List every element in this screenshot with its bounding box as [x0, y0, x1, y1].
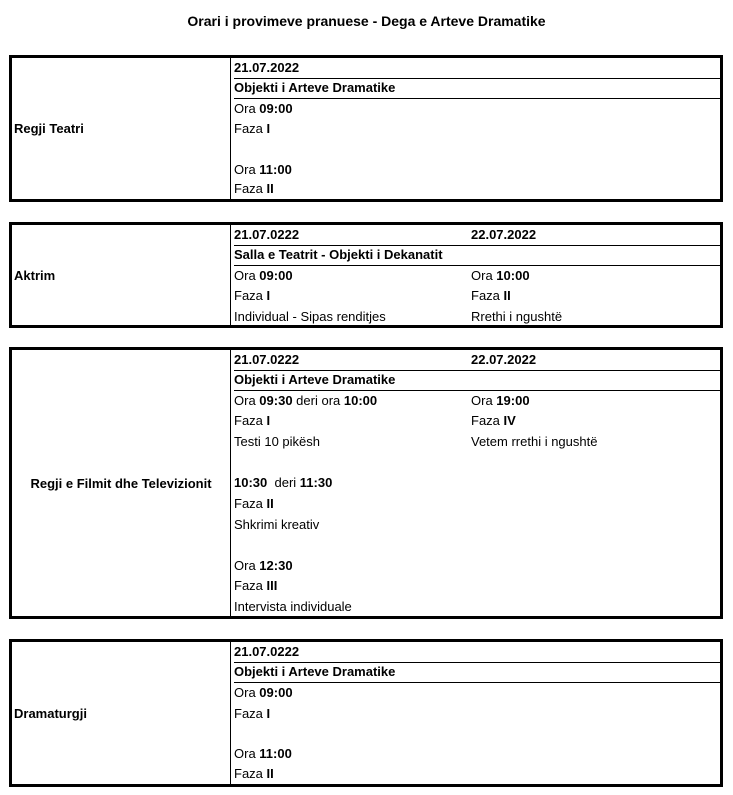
phase-cell: Faza II [234, 181, 274, 196]
date-cell: 21.07.0222 [234, 350, 720, 371]
note-cell: Shkrimi kreativ [234, 517, 320, 532]
time-cell: 10:30 deri 11:30 [234, 475, 333, 490]
note-cell: Testi 10 pikësh [234, 434, 320, 449]
venue-cell: Objekti i Arteve Dramatike [234, 370, 720, 391]
time-cell: Ora 09:00 [234, 101, 293, 116]
program-label: Regji Teatri [12, 58, 231, 199]
phase-cell: Faza II [234, 766, 274, 781]
note-cell-right: Vetem rrethi i ngushtë [471, 434, 598, 449]
time-cell: Ora 09:00 [234, 685, 293, 700]
time-cell-right: Ora 19:00 [471, 393, 530, 408]
phase-cell: Faza II [234, 496, 274, 511]
note-cell: Intervista individuale [234, 599, 352, 614]
program-block-regji-filmit [9, 347, 723, 619]
date-cell-right: 22.07.2022 [471, 352, 537, 367]
phase-cell: Faza I [234, 706, 271, 721]
date-cell: 21.07.2022 [234, 58, 720, 79]
phase-cell: Faza I [234, 413, 271, 428]
note-cell-right: Rrethi i ngushtë [471, 309, 563, 324]
phase-cell-right: Faza II [471, 288, 511, 303]
time-cell: Ora 11:00 [234, 162, 292, 177]
time-cell: Ora 12:30 [234, 558, 293, 573]
time-cell: Ora 09:30 deri ora 10:00 [234, 393, 378, 408]
note-cell: Individual - Sipas renditjes [234, 309, 386, 324]
program-block-aktrim [9, 222, 723, 328]
phase-cell: Faza I [234, 121, 271, 136]
date-cell-right: 22.07.2022 [471, 227, 537, 242]
date-cell: 21.07.0222 [234, 225, 720, 246]
phase-cell: Faza I [234, 288, 271, 303]
venue-cell: Salla e Teatrit - Objekti i Dekanatit [234, 245, 720, 266]
time-cell-right: Ora 10:00 [471, 268, 530, 283]
phase-cell-right: Faza IV [471, 413, 516, 428]
time-cell: Ora 11:00 [234, 746, 292, 761]
program-block-dramaturgji [9, 639, 723, 787]
program-block-regji-teatri [9, 55, 723, 202]
page-title: Orari i provimeve pranuese - Dega e Arteve Dramatike [187, 13, 546, 29]
program-label: Aktrim [12, 225, 231, 325]
venue-cell: Objekti i Arteve Dramatike [234, 78, 720, 99]
time-cell: Ora 09:00 [234, 268, 293, 283]
phase-cell: Faza III [234, 578, 278, 593]
program-label: Dramaturgji [12, 642, 231, 784]
date-cell: 21.07.0222 [234, 642, 720, 663]
venue-cell: Objekti i Arteve Dramatike [234, 662, 720, 683]
program-label: Regji e Filmit dhe Televizionit [12, 350, 231, 616]
